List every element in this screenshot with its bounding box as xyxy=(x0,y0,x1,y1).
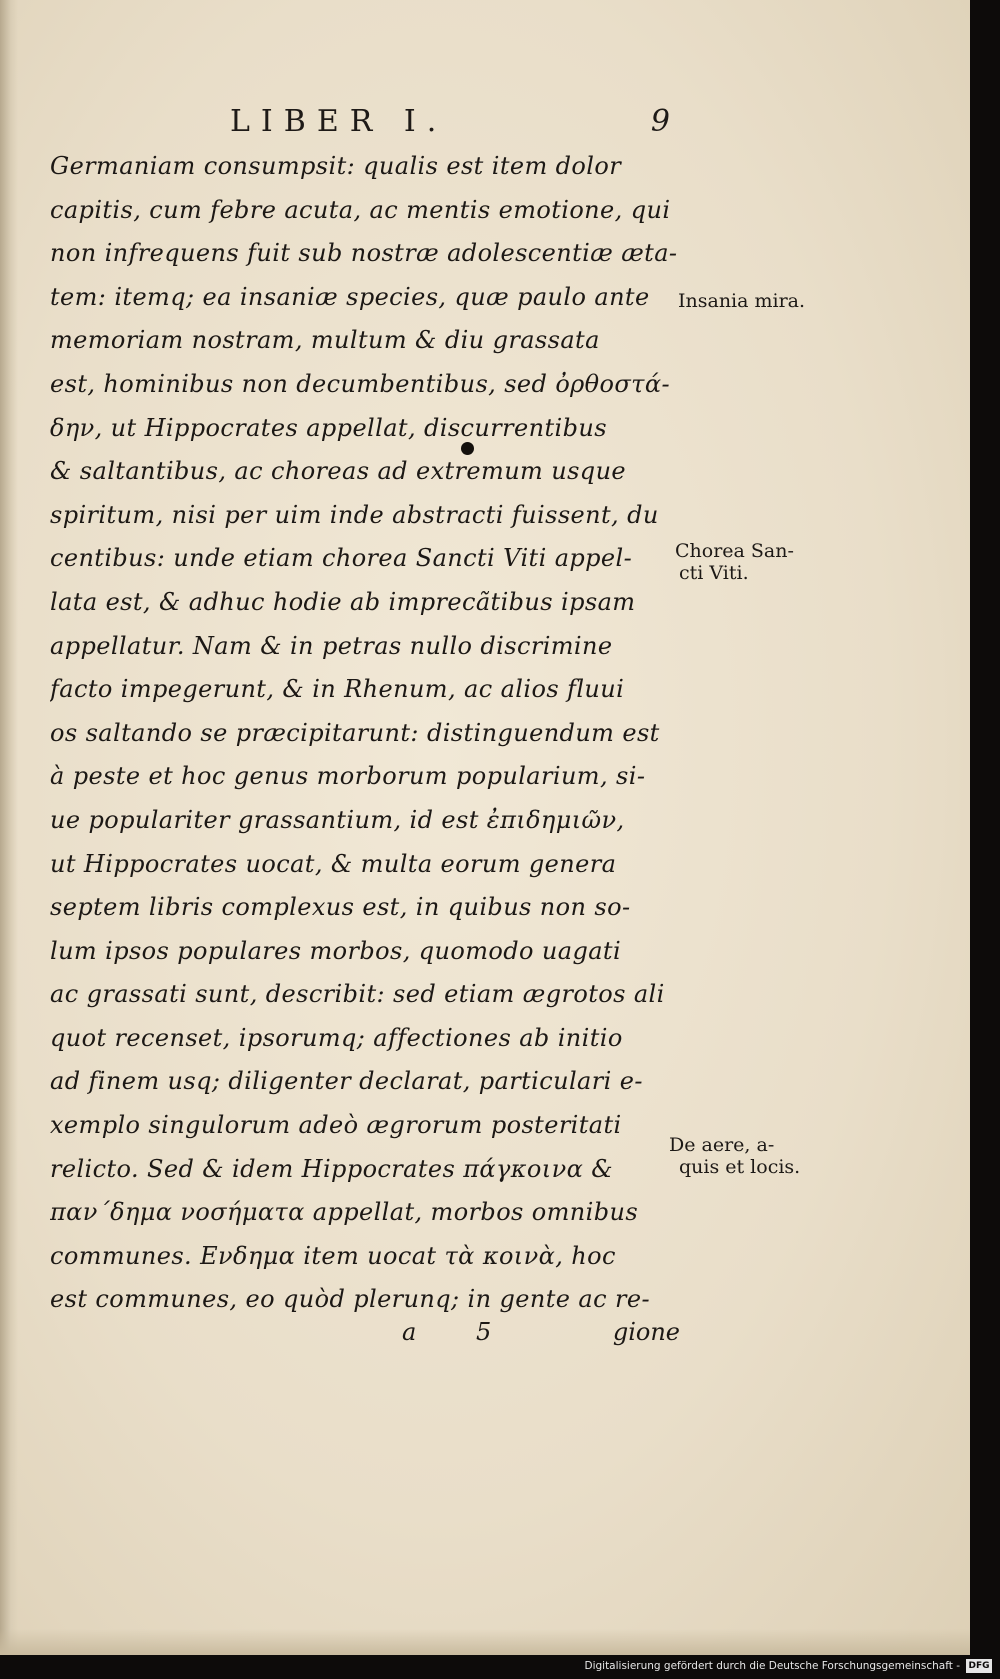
running-title: LIBER I. xyxy=(230,104,448,139)
page-header xyxy=(230,104,670,144)
margin-note-aere xyxy=(669,1134,800,1178)
page-bottom-shadow xyxy=(0,1629,970,1655)
margin-note-insania: Insania mira. xyxy=(678,290,806,312)
funding-credit: Digitalisierung gefördert durch die Deutsche Forschungsgemeinschaft - xyxy=(584,1660,960,1672)
text-line: est, hominibus non decumbentibus, sed ὀρθοστά- xyxy=(50,369,670,398)
catchword: gione xyxy=(612,1318,680,1346)
text-line: Germaniam consumpsit: qualis est item dolor xyxy=(50,152,622,180)
dfg-logo-icon: DFG xyxy=(966,1659,992,1673)
page-edge-shadow xyxy=(0,0,18,1655)
text-line: centibus: unde etiam chorea Sancti Viti appel- xyxy=(50,544,633,573)
footer-bar xyxy=(0,1655,1000,1679)
text-line: tem: itemq; ea insaniæ species, quæ paulo ante xyxy=(50,282,650,311)
margin-note-line: De aere, a- xyxy=(669,1134,775,1156)
margin-note-line: Chorea San- xyxy=(675,540,794,562)
body-text xyxy=(50,145,680,1322)
text-line: communes. Ενδημα item uocat τὰ κοινὰ, hoc xyxy=(50,1241,616,1270)
text-line: ac grassati sunt, describit: sed etiam ægrotos ali xyxy=(50,980,665,1009)
text-line: quot recenset, ipsorumq; affectiones ab initio xyxy=(50,1023,623,1052)
text-line: & saltantibus, ac choreas ad extremum usque xyxy=(50,457,627,486)
text-line: facto impegerunt, & in Rhenum, ac alios fluui xyxy=(50,675,625,704)
page-number: 9 xyxy=(650,104,670,139)
text-line: xemplo singulorum adeò ægrorum posteritati xyxy=(50,1111,622,1140)
text-line: septem libris complexus est, in quibus non so- xyxy=(50,893,631,922)
text-line: παν΄δημα νοσήματα appellat, morbos omnibus xyxy=(50,1198,639,1227)
signature-mark: a 5 xyxy=(402,1318,518,1346)
margin-note-chorea xyxy=(675,540,794,584)
text-line: os saltando se præcipitarunt: distinguendum est xyxy=(50,718,660,747)
margin-note-line: quis et locis. xyxy=(679,1156,801,1178)
text-line: ue populariter grassantium, id est ἐπιδημιῶν, xyxy=(50,805,625,834)
ink-spot xyxy=(461,442,474,455)
text-line: ut Hippocrates uocat, & multa eorum genera xyxy=(50,849,617,878)
text-line: lata est, & adhuc hodie ab imprecãtibus ipsam xyxy=(50,587,636,616)
text-line: capitis, cum febre acuta, ac mentis emotione, qui xyxy=(50,195,671,224)
text-line: ad finem usq; diligenter declarat, particulari e- xyxy=(50,1067,643,1096)
text-line: non infrequens fuit sub nostræ adolescentiæ æta- xyxy=(50,239,678,268)
margin-note-line: cti Viti. xyxy=(679,562,749,584)
page-foot xyxy=(50,1312,680,1356)
text-line: à peste et hoc genus morborum popularium, si- xyxy=(50,762,646,791)
text-line: lum ipsos populares morbos, quomodo uagati xyxy=(50,936,622,965)
text-line: relicto. Sed & idem Hippocrates πάγκοινα & xyxy=(50,1154,613,1183)
text-line: spiritum, nisi per uim inde abstracti fuissent, du xyxy=(50,500,659,529)
text-line: est communes, eo quòd plerunq; in gente ac re- xyxy=(50,1285,650,1314)
text-line: appellatur. Nam & in petras nullo discrimine xyxy=(50,631,613,660)
text-line: memoriam nostram, multum & diu grassata xyxy=(50,326,600,355)
text-line: δην, ut Hippocrates appellat, discurrentibus xyxy=(50,413,607,442)
